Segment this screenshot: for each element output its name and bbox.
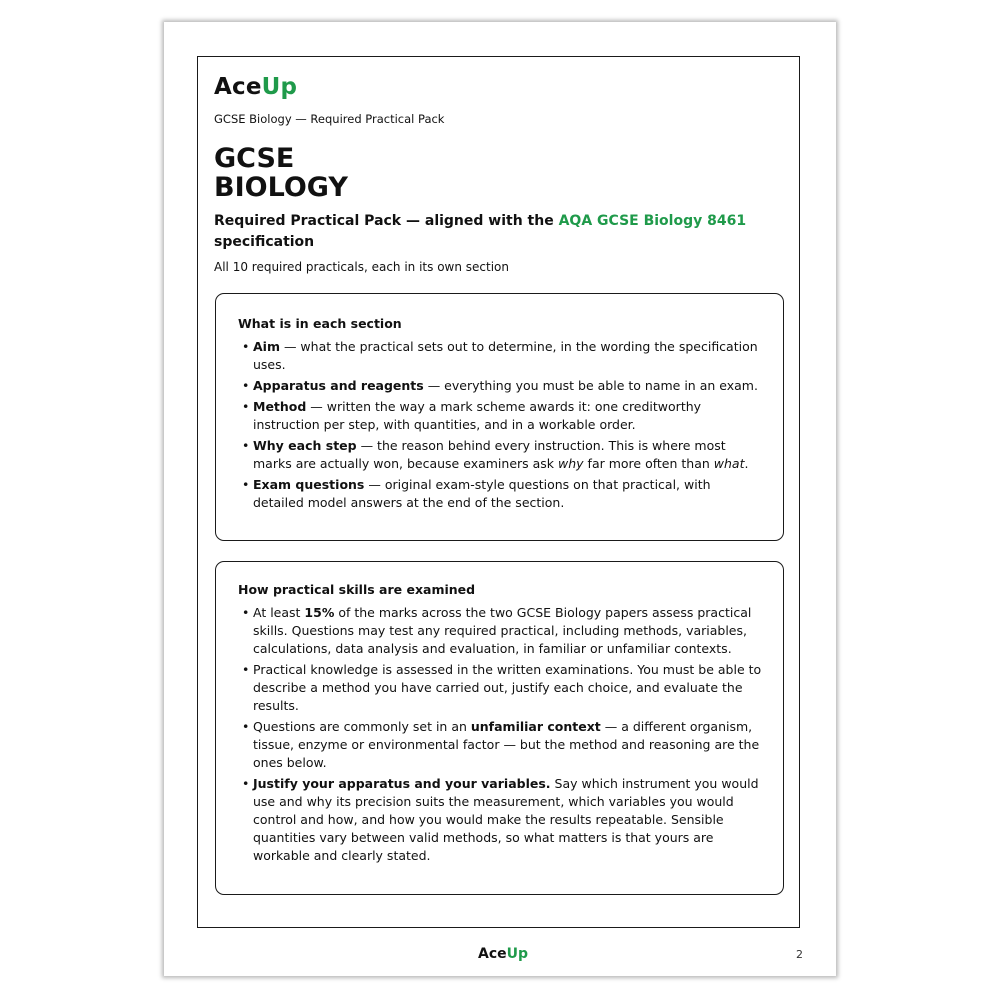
item-term: Method bbox=[253, 399, 307, 414]
list-item bbox=[240, 437, 765, 473]
document-page bbox=[164, 22, 836, 976]
item-text: — what the practical sets out to determine, in the wording the specification uses. bbox=[253, 339, 758, 372]
list-item bbox=[240, 718, 765, 772]
section-box-examined bbox=[215, 561, 784, 895]
lead-pre: Required Practical Pack — aligned with the bbox=[214, 213, 559, 229]
list-item bbox=[240, 604, 765, 658]
item-term: Why each step bbox=[253, 438, 357, 453]
section-list bbox=[240, 338, 765, 515]
list-item bbox=[240, 661, 765, 715]
section-list bbox=[240, 604, 765, 868]
item-text: Say which instrument you would use and why its precision suits the measurement, which variables you would control and how, and how you would make the results repeatable. Sensible quantities vary between valid methods, so what matters is that yours are workable and clearly stated. bbox=[253, 776, 759, 863]
content-frame bbox=[197, 56, 800, 928]
spec-highlight: AQA GCSE Biology 8461 bbox=[558, 213, 747, 229]
lead-text bbox=[214, 211, 774, 252]
item-text: of the marks across the two GCSE Biology papers assess practical skills. Questions may test any required practical, including methods, variables, calculations, data analysis and evaluation, in familiar or unfamiliar contexts. bbox=[253, 605, 752, 656]
list-item bbox=[240, 775, 765, 865]
footer-logo-part1: Ace bbox=[478, 946, 507, 962]
footer-logo bbox=[478, 946, 528, 962]
title-line-1: GCSE bbox=[214, 143, 295, 174]
item-emphasis: what bbox=[713, 456, 745, 471]
section-heading: How practical skills are examined bbox=[238, 582, 476, 597]
item-bold: 15% bbox=[304, 605, 335, 620]
brand-logo-part2: Up bbox=[261, 74, 298, 100]
section-box-contents bbox=[215, 293, 784, 541]
item-text: At least bbox=[253, 605, 305, 620]
item-term: Aim bbox=[253, 339, 280, 354]
document-subtitle: GCSE Biology — Required Practical Pack bbox=[214, 112, 445, 126]
list-item bbox=[240, 338, 765, 374]
item-text: — everything you must be able to name in an exam. bbox=[423, 378, 758, 393]
item-text: — a different organism, tissue, enzyme or environmental factor — but the method and reasoning are the ones below. bbox=[253, 719, 760, 770]
item-emphasis: why bbox=[558, 456, 584, 471]
brand-logo bbox=[214, 74, 297, 100]
intro-note: All 10 required practicals, each in its own section bbox=[214, 260, 509, 274]
item-text: Questions are commonly set in an bbox=[253, 719, 471, 734]
item-text: — original exam-style questions on that practical, with detailed model answers at the end of the section. bbox=[253, 477, 711, 510]
item-text: — the reason behind every instruction. This is where most marks are actually won, because examiners ask bbox=[253, 438, 726, 471]
item-bold: unfamiliar context bbox=[470, 719, 601, 734]
list-item bbox=[240, 377, 765, 395]
item-term: Apparatus and reagents bbox=[253, 378, 424, 393]
title-line-2: BIOLOGY bbox=[214, 172, 348, 203]
item-text: far more often than bbox=[583, 456, 714, 471]
page-title bbox=[214, 144, 348, 202]
list-item bbox=[240, 476, 765, 512]
section-heading: What is in each section bbox=[238, 316, 402, 331]
item-text: . bbox=[744, 456, 749, 471]
footer-logo-part2: Up bbox=[506, 946, 529, 962]
item-bold: Justify your apparatus and your variables. bbox=[253, 776, 551, 791]
page-number: 2 bbox=[796, 948, 803, 961]
brand-logo-part1: Ace bbox=[214, 74, 262, 100]
lead-post: specification bbox=[214, 233, 315, 250]
item-text: Practical knowledge is assessed in the written examinations. You must be able to describe a method you have carried out, justify each choice, and evaluate the results. bbox=[253, 662, 762, 713]
list-item bbox=[240, 398, 765, 434]
item-term: Exam questions bbox=[253, 477, 365, 492]
item-text: — written the way a mark scheme awards it: one creditworthy instruction per step, with quantities, and in a workable order. bbox=[253, 399, 702, 432]
